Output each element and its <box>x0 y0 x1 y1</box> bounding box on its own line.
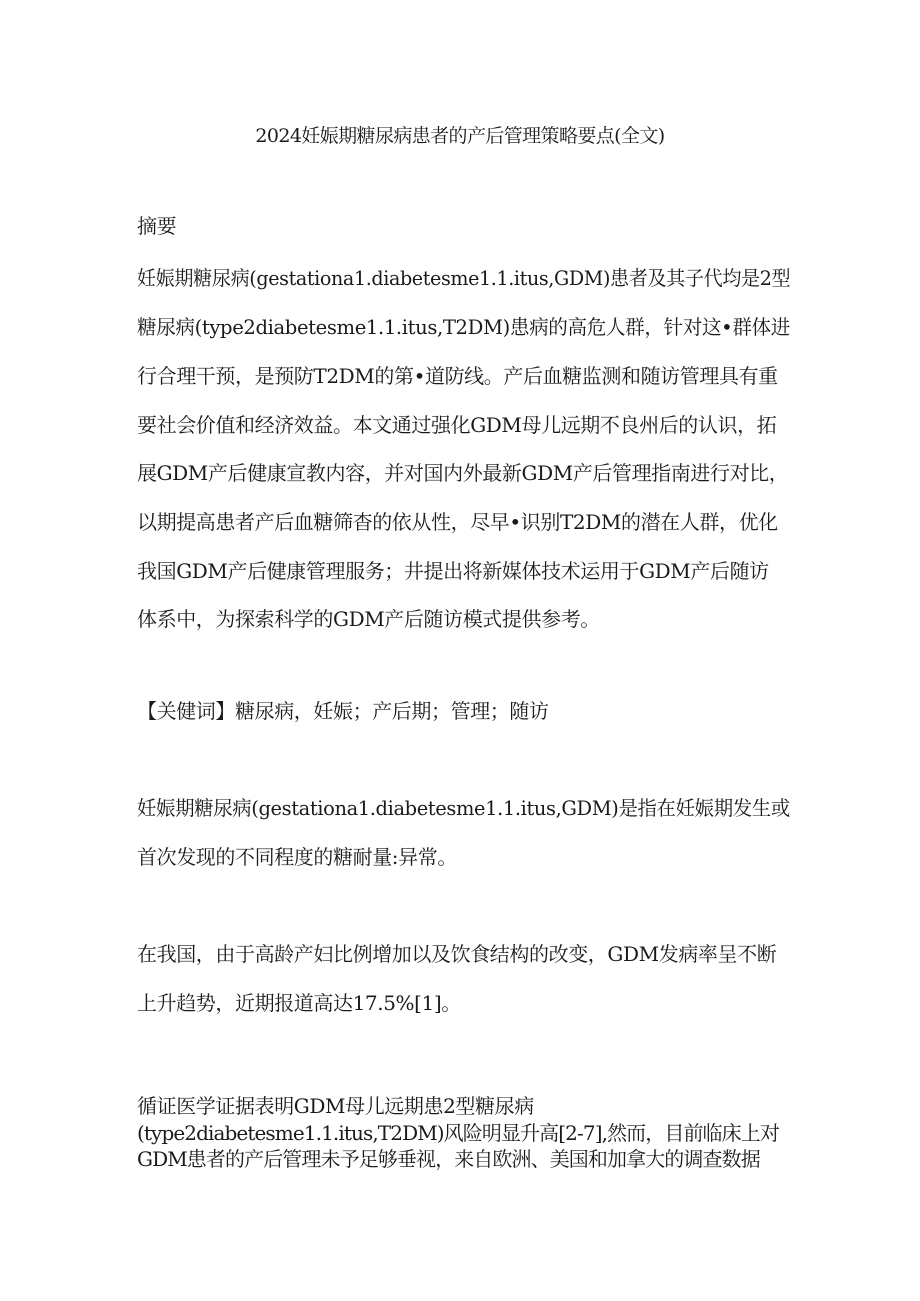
paragraph-line: 妊娠期糖尿病(gestationa1.diabetesme1.1.itus,GDM)是指在妊娠期发生或 <box>137 796 790 820</box>
paragraph-line: 首次发现的不同程度的糖耐量:异常。 <box>137 845 457 869</box>
document-title: 2024妊娠期糖尿病患者的产后管理策略要点(全文) <box>255 125 665 147</box>
abstract-line: 我国GDM产后健康管理服务；井提出将新媒体技术运用于GDM产后随访 <box>137 559 769 583</box>
abstract-line: 要社会价值和经济效益。本文通过强化GDM母儿远期不良州后的认识，拓 <box>137 413 777 437</box>
abstract-line: 体系中，为探索科学的GDM产后随访模式提供参考。 <box>137 607 600 631</box>
keywords-line: 【关健词】糖尿病，妊娠；产后期；管理；随访 <box>137 699 549 723</box>
abstract-heading: 摘要 <box>137 214 177 238</box>
paragraph-line: (type2diabetesme1.1.itus,T2DM)风险明显升高[2-7],然而，目前临床上对 <box>137 1121 779 1145</box>
paragraph-line: 在我国，由于高龄产妇比例增加以及饮食结构的改变，GDM发病率呈不断 <box>137 942 777 966</box>
abstract-line: 行合理干预，是预防T2DM的第•道防线。产后血糖监测和随访管理具有重 <box>137 364 778 388</box>
paragraph-line: 上升趋势，近期报道高达17.5%[1]。 <box>137 991 461 1015</box>
paragraph-line: GDM患者的产后管理未予足够垂视，来自欧洲、美国和加拿大的调查数据 <box>137 1147 760 1171</box>
abstract-line: 展GDM产后健康宣教内容，并对国内外最新GDM产后管理指南进行对比， <box>137 461 789 485</box>
abstract-line: 糖尿病(type2diabetesme1.1.itus,T2DM)患病的高危人群，针对这•群体进 <box>137 315 790 339</box>
paragraph-line: 循证医学证据表明GDM母儿远期患2型糖尿病 <box>137 1094 534 1118</box>
abstract-line: 妊娠期糖尿病(gestationa1.diabetesme1.1.itus,GDM)患者及其子代均是2型 <box>137 266 791 290</box>
abstract-line: 以期提高患者产后血糖筛杳的依从性，尽早•识别T2DM的潜在人群，优化 <box>137 510 778 534</box>
